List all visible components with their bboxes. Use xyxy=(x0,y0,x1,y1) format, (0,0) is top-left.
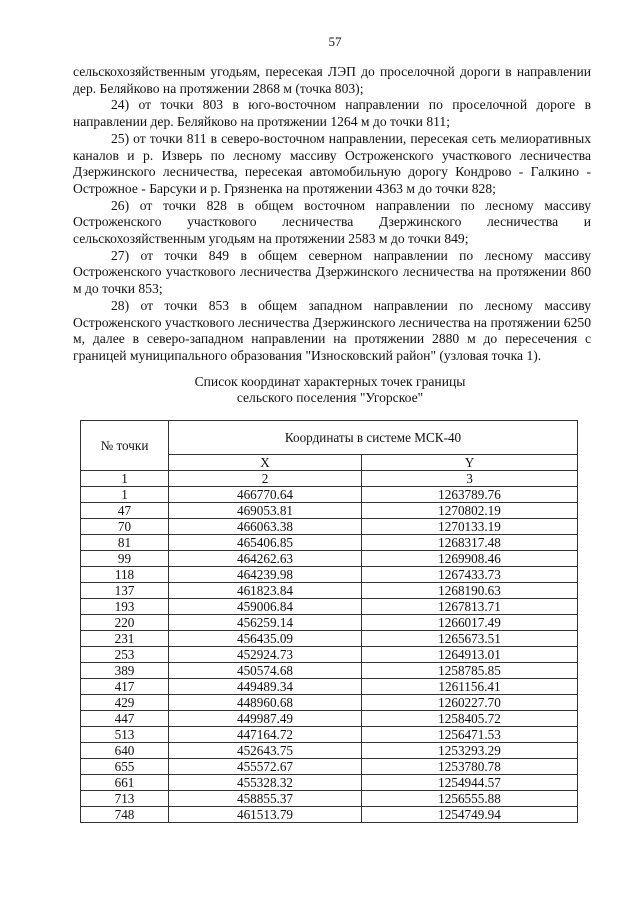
header-coordinates: Координаты в системе МСК-40 xyxy=(169,421,578,455)
cell-y: 1258405.72 xyxy=(362,711,578,727)
table-row xyxy=(81,551,578,567)
table-row xyxy=(81,711,578,727)
cell-y: 1261156.41 xyxy=(362,679,578,695)
table-row xyxy=(81,647,578,663)
cell-x: 466770.64 xyxy=(169,487,362,503)
table-row xyxy=(81,519,578,535)
cell-point: 137 xyxy=(81,583,169,599)
table-row xyxy=(81,631,578,647)
table-row xyxy=(81,535,578,551)
cell-y: 1258785.85 xyxy=(362,663,578,679)
cell-x: 458855.37 xyxy=(169,791,362,807)
cell-x: 452924.73 xyxy=(169,647,362,663)
cell-y: 1268317.48 xyxy=(362,535,578,551)
cell-point: 640 xyxy=(81,743,169,759)
cell-point: 99 xyxy=(81,551,169,567)
table-row xyxy=(81,695,578,711)
cell-y: 1253293.29 xyxy=(362,743,578,759)
cell-y: 1268190.63 xyxy=(362,583,578,599)
header-y: Y xyxy=(362,455,578,471)
cell-x: 455572.67 xyxy=(169,759,362,775)
cell-x: 449987.49 xyxy=(169,711,362,727)
cell-y: 1263789.76 xyxy=(362,487,578,503)
table-row xyxy=(81,743,578,759)
cell-y: 1270133.19 xyxy=(362,519,578,535)
cell-y: 1264913.01 xyxy=(362,647,578,663)
table-row xyxy=(81,503,578,519)
cell-x: 450574.68 xyxy=(169,663,362,679)
cell-x: 449489.34 xyxy=(169,679,362,695)
header-point: № точки xyxy=(81,421,169,471)
table-row xyxy=(81,487,578,503)
document-body xyxy=(73,64,591,365)
paragraph: сельскохозяйственным угодьям, пересекая ЛЭП до проселочной дороги в направлении дер. Беляйково на протяжении 2868 м (точка 803); xyxy=(73,64,591,96)
cell-x: 464239.98 xyxy=(169,567,362,583)
cell-point: 253 xyxy=(81,647,169,663)
cell-x: 448960.68 xyxy=(169,695,362,711)
column-number: 2 xyxy=(169,471,362,487)
cell-point: 417 xyxy=(81,679,169,695)
cell-point: 81 xyxy=(81,535,169,551)
cell-x: 466063.38 xyxy=(169,519,362,535)
table-row xyxy=(81,567,578,583)
table-title-line: сельского поселения "Угорское" xyxy=(236,390,424,405)
paragraph: 28) от точки 853 в общем западном направлении по лесному массиву Остроженского участкового лесничества Дзержинского лесничества на протяжении 6250 м, далее в северо-западном направлении на протяжении 2880 м до пересечения с границей муниципального образования "Износковский район" (узловая точка 1). xyxy=(73,297,591,363)
table-title xyxy=(0,374,640,406)
cell-y: 1254944.57 xyxy=(362,775,578,791)
cell-point: 513 xyxy=(81,727,169,743)
cell-point: 193 xyxy=(81,599,169,615)
cell-point: 1 xyxy=(81,487,169,503)
table-row xyxy=(81,807,578,823)
table-row xyxy=(81,679,578,695)
paragraph: 27) от точки 849 в общем северном направлении по лесному массиву Остроженского участкового лесничества Дзержинского лесничества на протяжении 860 м до точки 853; xyxy=(73,247,591,297)
column-number: 3 xyxy=(362,471,578,487)
table-row xyxy=(81,583,578,599)
cell-point: 748 xyxy=(81,807,169,823)
table-row xyxy=(81,615,578,631)
cell-point: 447 xyxy=(81,711,169,727)
cell-x: 465406.85 xyxy=(169,535,362,551)
cell-point: 70 xyxy=(81,519,169,535)
cell-x: 456259.14 xyxy=(169,615,362,631)
cell-x: 459006.84 xyxy=(169,599,362,615)
header-x: X xyxy=(169,455,362,471)
cell-y: 1256471.53 xyxy=(362,727,578,743)
cell-x: 461823.84 xyxy=(169,583,362,599)
cell-point: 47 xyxy=(81,503,169,519)
cell-point: 429 xyxy=(81,695,169,711)
cell-y: 1253780.78 xyxy=(362,759,578,775)
cell-x: 461513.79 xyxy=(169,807,362,823)
cell-x: 464262.63 xyxy=(169,551,362,567)
cell-point: 231 xyxy=(81,631,169,647)
page-number: 57 xyxy=(328,34,342,49)
coordinates-table xyxy=(80,420,578,823)
table-row xyxy=(81,727,578,743)
table-row xyxy=(81,599,578,615)
table-title-line: Список координат характерных точек границы xyxy=(194,374,466,389)
paragraph: 25) от точки 811 в северо-восточном направлении, пересекая сеть мелиоративных каналов и р. Изверь по лесному массиву Остроженского участкового лесничества Дзержинского лесничества, пересекая автомобильную дорогу Кондрово - Галкино - Острожное - Барсуки и р. Грязненка на протяжении 4363 м до точки 828; xyxy=(73,130,591,196)
cell-y: 1254749.94 xyxy=(362,807,578,823)
table-row xyxy=(81,759,578,775)
cell-y: 1269908.46 xyxy=(362,551,578,567)
cell-x: 469053.81 xyxy=(169,503,362,519)
table-row xyxy=(81,775,578,791)
paragraph: 24) от точки 803 в юго-восточном направлении по проселочной дороге в направлении дер. Беляйково на протяжении 1264 м до точки 811; xyxy=(73,97,591,130)
cell-x: 452643.75 xyxy=(169,743,362,759)
cell-point: 655 xyxy=(81,759,169,775)
cell-y: 1266017.49 xyxy=(362,615,578,631)
column-number: 1 xyxy=(81,471,169,487)
cell-y: 1267813.71 xyxy=(362,599,578,615)
cell-point: 713 xyxy=(81,791,169,807)
cell-point: 389 xyxy=(81,663,169,679)
cell-point: 118 xyxy=(81,567,169,583)
cell-x: 455328.32 xyxy=(169,775,362,791)
cell-x: 447164.72 xyxy=(169,727,362,743)
cell-y: 1267433.73 xyxy=(362,567,578,583)
table-row xyxy=(81,791,578,807)
cell-point: 661 xyxy=(81,775,169,791)
cell-x: 456435.09 xyxy=(169,631,362,647)
cell-y: 1260227.70 xyxy=(362,695,578,711)
cell-y: 1265673.51 xyxy=(362,631,578,647)
table-row xyxy=(81,663,578,679)
cell-point: 220 xyxy=(81,615,169,631)
paragraph: 26) от точки 828 в общем восточном направлении по лесному массиву Остроженского участкового лесничества Дзержинского лесничества и сельскохозяйственным угодьям на протяжении 2583 м до точки 849; xyxy=(73,197,591,247)
cell-y: 1270802.19 xyxy=(362,503,578,519)
cell-y: 1256555.88 xyxy=(362,791,578,807)
